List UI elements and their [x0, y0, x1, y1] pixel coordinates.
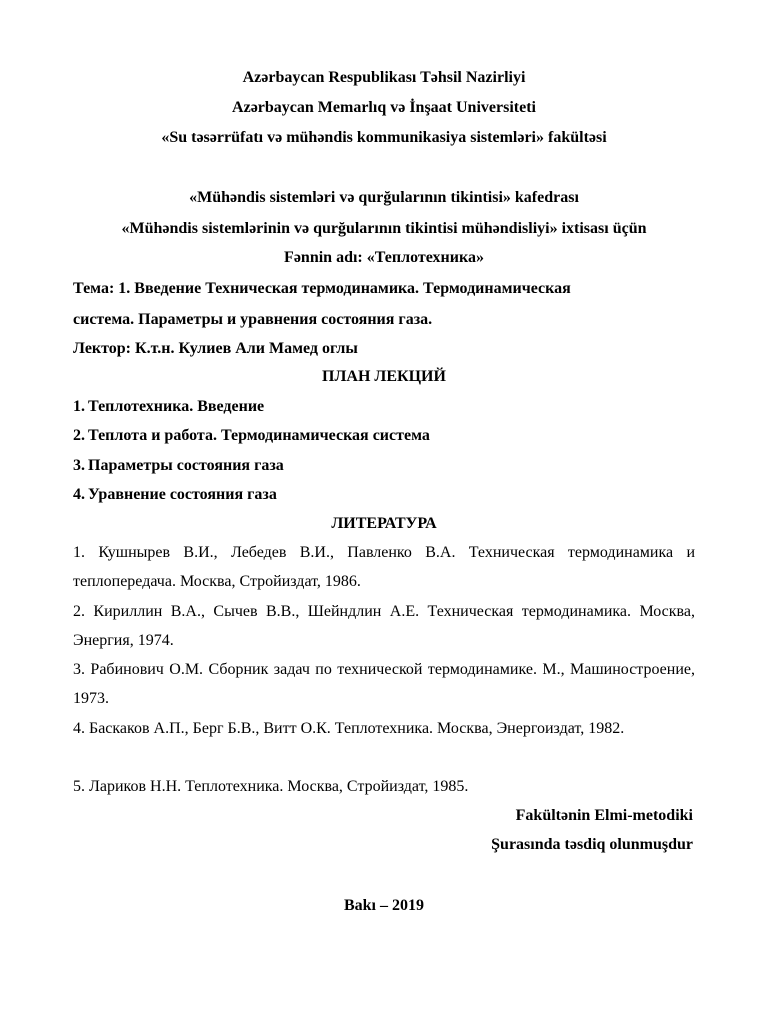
approval-line-2: Şurasında təsdiq olunmuşdur	[491, 836, 693, 853]
plan-item-text: Теплотехника. Введение	[88, 398, 265, 415]
literature-heading: ЛИТЕРАТУРА	[331, 515, 437, 532]
literature-item: 1. Кушнырев В.И., Лебедев В.И., Павленко В.А. Техническая термодинамика и теплопередача. Москва, Стройиздат, 1986.	[73, 544, 695, 590]
literature-item: 2. Кириллин В.А., Сычев В.В., Шейндлин А.Е. Техническая термодинамика. Москва, Энергия, 1974.	[73, 603, 695, 649]
plan-item	[73, 397, 264, 417]
plan-item-number: 1.	[73, 398, 85, 415]
place-year: Bakı – 2019	[343, 897, 424, 914]
literature-item: 3. Рабинович О.М. Сборник задач по технической термодинамике. М., Машиностроение, 1973.	[73, 661, 695, 707]
department-title: «Mühəndis sistemləri və qurğularının tikintisi» kafedrası	[189, 189, 579, 206]
literature-item: 4. Баскаков А.П., Берг Б.В., Витт О.К. Теплотехника. Москва, Энергоиздат, 1982.	[73, 720, 625, 737]
literature-item: 5. Лариков Н.Н. Теплотехника. Москва, Стройиздат, 1985.	[73, 778, 469, 795]
subject-name: Fənnin adı: «Теплотехника»	[284, 249, 484, 266]
plan-item-number: 2.	[73, 427, 85, 444]
plan-item	[73, 456, 284, 476]
approval-line-1: Fakültənin Elmi-metodiki	[515, 807, 693, 824]
plan-item	[73, 485, 277, 505]
ministry-title: Azərbaycan Respublikası Təhsil Nazirliyi	[242, 69, 526, 86]
university-title: Azərbaycan Memarlıq və İnşaat Universiteti	[232, 99, 536, 116]
specialty-title: «Mühəndis sistemlərinin və qurğularının tikintisi mühəndisliyi» ixtisası üçün	[121, 220, 647, 237]
plan-item-number: 4.	[73, 486, 85, 503]
plan-item	[73, 426, 430, 446]
topic-line-2: система. Параметры и уравнения состояния газа.	[73, 311, 433, 328]
plan-heading: ПЛАН ЛЕКЦИЙ	[322, 368, 446, 385]
plan-item-text: Уравнение состояния газа	[88, 486, 277, 503]
faculty-title: «Su təsərrüfatı və mühəndis kommunikasiya sistemləri» fakültəsi	[161, 129, 607, 146]
plan-item-text: Параметры состояния газа	[88, 457, 284, 474]
topic-line-1: Тема: 1. Введение Техническая термодинамика. Термодинамическая	[73, 280, 571, 297]
plan-item-number: 3.	[73, 457, 85, 474]
lecturer-line: Лектор: К.т.н. Кулиев Али Мамед оглы	[73, 340, 358, 357]
plan-item-text: Теплота и работа. Термодинамическая система	[88, 427, 430, 444]
